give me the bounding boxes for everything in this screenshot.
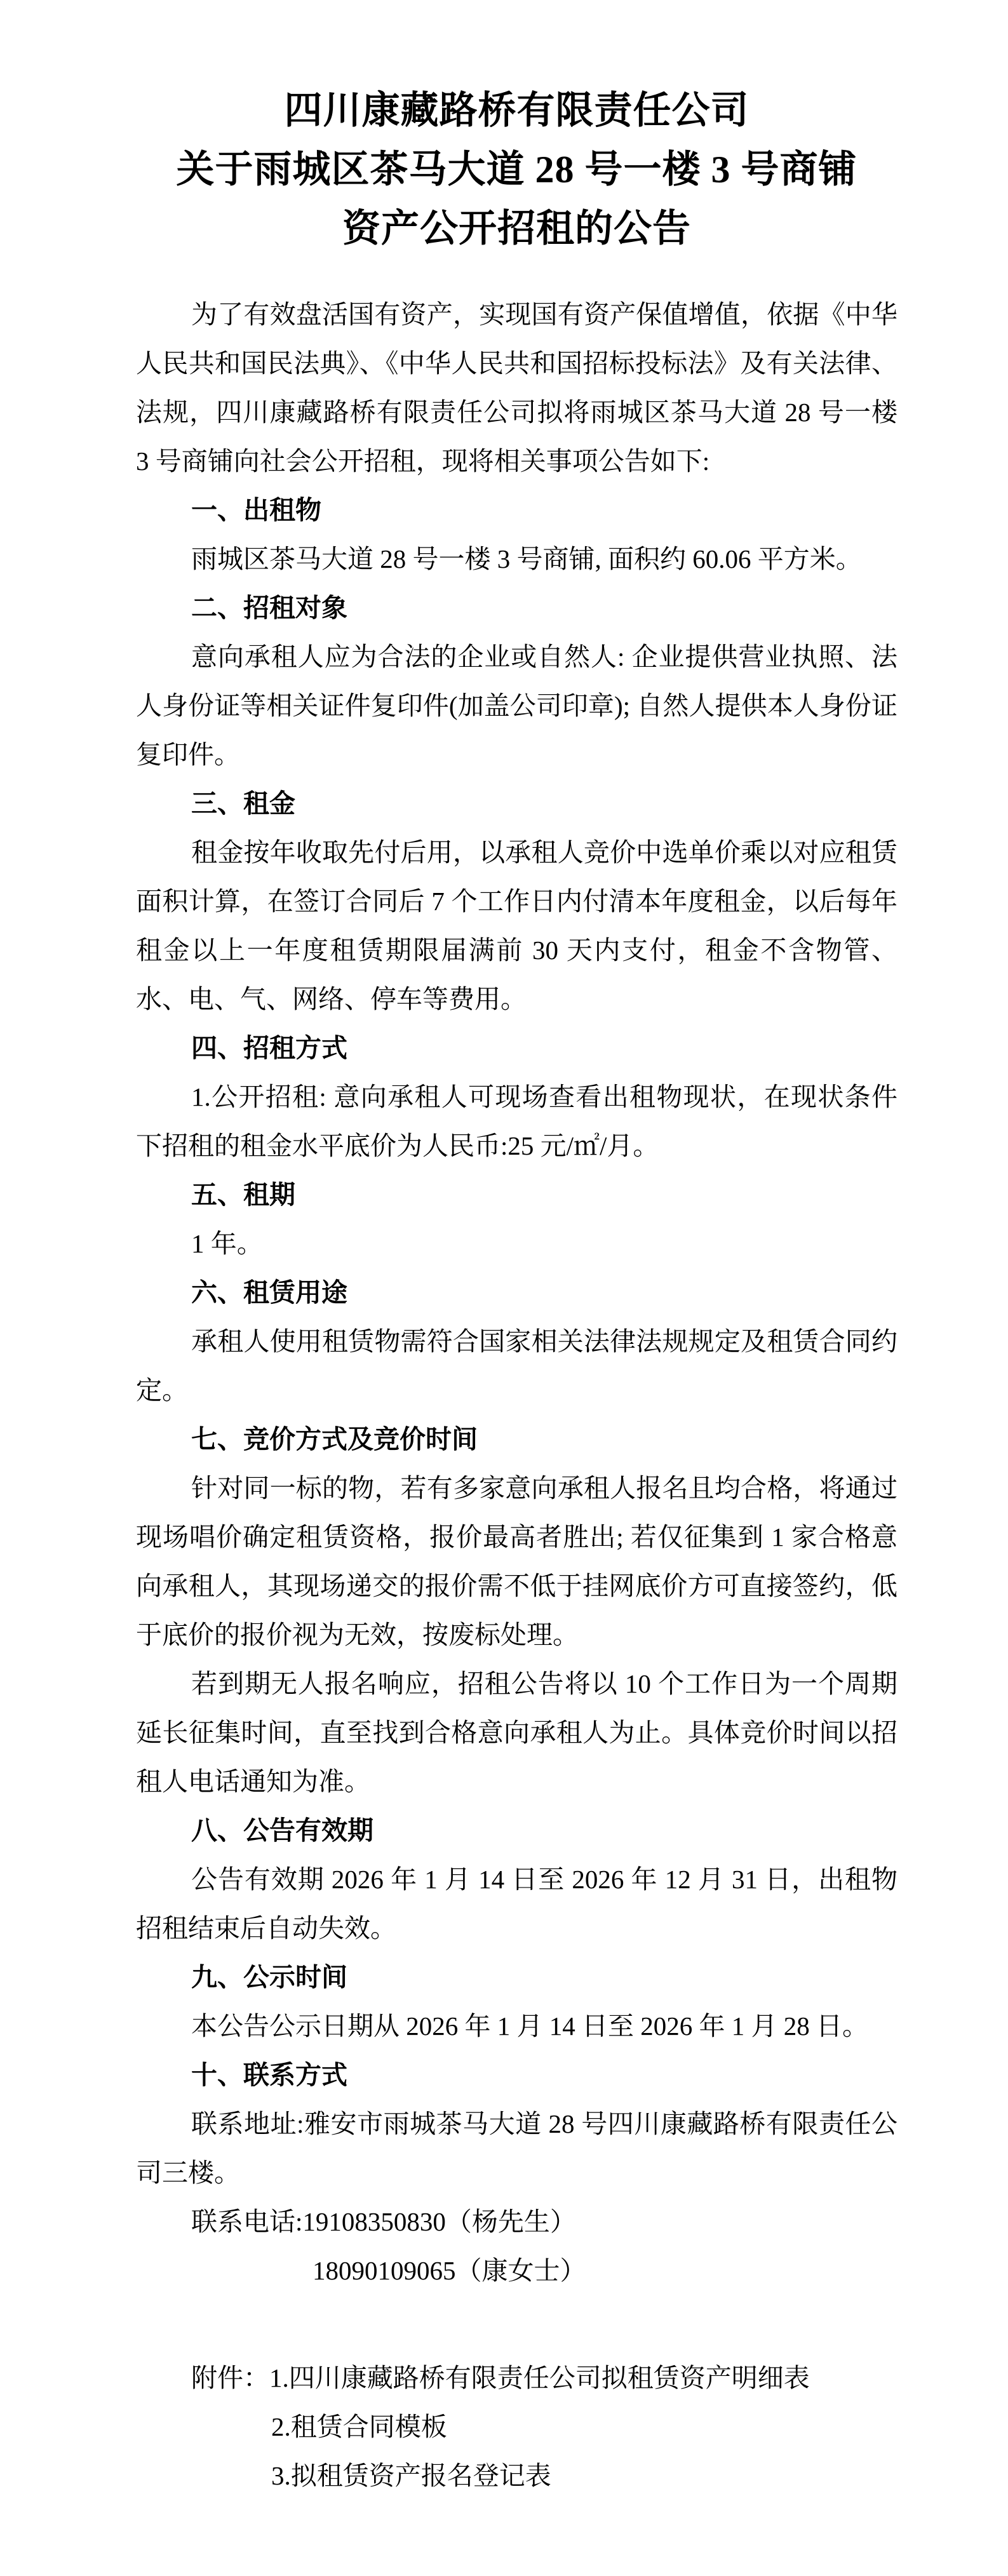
section-heading-validity-period: 八、公告有效期 xyxy=(191,1816,373,1845)
rent-paragraph: 租金按年收取先付后用，以承租人竞价中选单价乘以对应租赁面积计算，在签订合同后 7 个工作日内付清本年度租金，以后每年租金以上一年度租赁期限届满前 30 天内支付，租金不含物管、水、电、气、网络、停车等费用。 xyxy=(136,838,897,1014)
attachment-item-1: 附件：1.四川康藏路桥有限责任公司拟租赁资产明细表 xyxy=(191,2363,810,2392)
lease-term-paragraph: 1 年。 xyxy=(191,1229,263,1258)
validity-period-paragraph: 公告有效期 2026 年 1 月 14 日至 2026 年 12 月 31 日，出租物招租结束后自动失效。 xyxy=(136,1865,897,1943)
bidding-paragraph-2: 若到期无人报名响应，招租公告将以 10 个工作日为一个周期延长征集时间，直至找到合格意向承租人为止。具体竞价时间以招租人电话通知为准。 xyxy=(136,1669,897,1796)
lease-usage-paragraph: 承租人使用租赁物需符合国家相关法律法规规定及租赁合同约定。 xyxy=(136,1327,897,1405)
contact-phone-paragraph: 联系电话:19108350830（杨先生） xyxy=(191,2207,576,2236)
section-heading-target-lessees: 二、招租对象 xyxy=(191,593,347,622)
contact-address-paragraph: 联系地址:雅安市雨城茶马大道 28 号四川康藏路桥有限责任公司三楼。 xyxy=(136,2109,897,2187)
publicity-time-paragraph: 本公告公示日期从 2026 年 1 月 14 日至 2026 年 1 月 28 日。 xyxy=(191,2011,868,2041)
rental-object-paragraph: 雨城区茶马大道 28 号一楼 3 号商铺, 面积约 60.06 平方米。 xyxy=(191,544,862,574)
section-heading-lease-usage: 六、租赁用途 xyxy=(191,1278,347,1307)
attachment-item-2: 2.租赁合同模板 xyxy=(271,2412,447,2441)
section-heading-publicity-time: 九、公示时间 xyxy=(191,1962,347,1992)
contact-phone-second-line: 18090109065（康女士） xyxy=(312,2256,586,2285)
doc-title-line-3: 资产公开招租的公告 xyxy=(342,208,691,250)
section-heading-rental-object: 一、出租物 xyxy=(191,495,321,525)
bidding-paragraph-1: 针对同一标的物，若有多家意向承租人报名且均合格，将通过现场唱价确定租赁资格，报价最高者胜出; 若仅征集到 1 家合格意向承租人，其现场递交的报价需不低于挂网底价方可直接签约，低于底价的报价视为无效，按废标处理。 xyxy=(136,1473,897,1649)
attachments-block xyxy=(136,2354,897,2500)
leasing-method-paragraph: 1.公开招租: 意向承租人可现场查看出租物现状，在现状条件下招租的租金水平底价为人民币:25 元/㎡/月。 xyxy=(136,1082,897,1160)
doc-title-line-2: 关于雨城区茶马大道 28 号一楼 3 号商铺 xyxy=(176,149,857,191)
intro-paragraph: 为了有效盘活国有资产，实现国有资产保值增值，依据《中华人民共和国民法典》、《中华人民共和国招标投标法》及有关法律、法规，四川康藏路桥有限责任公司拟将雨城区茶马大道 28 号一楼 3 号商铺向社会公开招租，现将相关事项公告如下: xyxy=(136,300,897,476)
section-heading-rent: 三、租金 xyxy=(191,789,295,818)
attachment-item-3: 3.拟租赁资产报名登记表 xyxy=(271,2461,551,2490)
section-heading-leasing-method: 四、招租方式 xyxy=(191,1033,347,1063)
target-lessees-paragraph: 意向承租人应为合法的企业或自然人: 企业提供营业执照、法人身份证等相关证件复印件(加盖公司印章); 自然人提供本人身份证复印件。 xyxy=(136,642,897,769)
section-heading-lease-term: 五、租期 xyxy=(191,1180,295,1209)
section-heading-bidding: 七、竞价方式及竞价时间 xyxy=(191,1425,478,1454)
doc-title-line-1: 四川康藏路桥有限责任公司 xyxy=(284,90,749,131)
section-heading-contact-info: 十、联系方式 xyxy=(191,2060,347,2090)
doc-title xyxy=(136,81,897,258)
